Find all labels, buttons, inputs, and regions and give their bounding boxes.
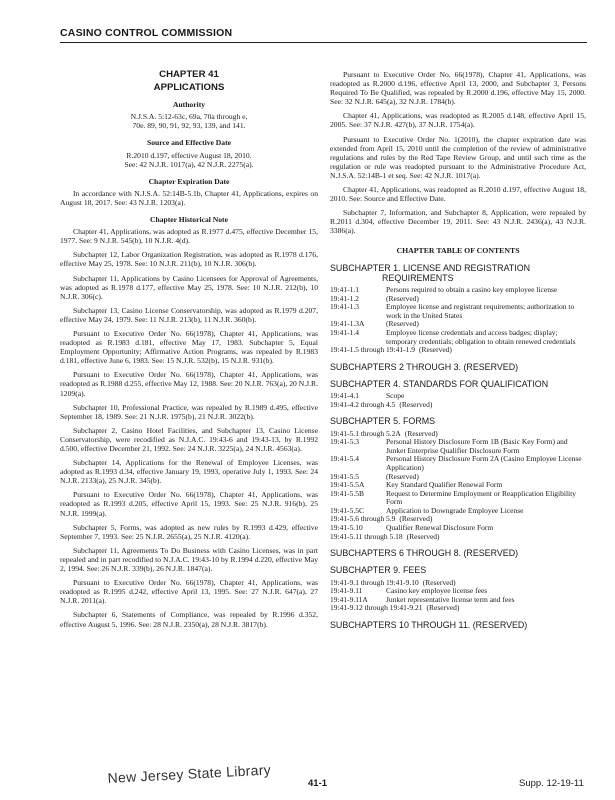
history-paragraph: Pursuant to Executive Order No. 1(2010), the chapter expiration date was extended from April 15, 2010 until the completion of the review of administrative regulations and rules by the Red Tape Review Group, and until such time as the regulation or rule was readopted pursuant to the Administrative Procedure Act, N.J.S.A. 52:14B-1 et seq. See: 42 N.J.R. 1017(a). xyxy=(330,134,586,180)
section-number: 19:41-5.10 xyxy=(330,523,363,533)
toc-entry xyxy=(330,329,586,346)
history-paragraph: Subchapter 11, Applications by Casino Licensees for Approval of Agreements, was adopted as R.1978 d.177, effective May 25, 1978. See: 10 N.J.R. 212(b), 10 N.J.R. 306(c). xyxy=(60,273,318,301)
section-range: 19:41-5.11 through 5.18 xyxy=(330,531,403,541)
history-heading: Chapter Historical Note xyxy=(150,215,228,225)
section-title: (Reserved) xyxy=(419,345,452,355)
section-number: 19:41-9.11 xyxy=(330,586,363,596)
section-title: (Reserved) xyxy=(406,531,440,541)
history-paragraph: Pursuant to Executive Order No. 66(1978), Chapter 41, Applications, was readopted as R.1995 d.242, effective April 13, 1995. See: 27 N.J.R. 647(a), 27 N.J.R. 2011(a). xyxy=(60,578,318,606)
subchapters-10-11-heading: SUBCHAPTERS 10 THROUGH 11. (RESERVED) xyxy=(330,620,528,631)
history-paragraph: Subchapter 5, Forms, was adopted as new rules by R.1993 d.429, effective September 7, 1993. See: 25 N.J.R. 2655(a), 25 N.J.R. 4120(a). xyxy=(60,522,318,541)
subchapter-heading xyxy=(330,263,586,283)
section-number: 19:41-4.1 xyxy=(330,391,359,401)
section-number: 19:41-9.11A xyxy=(330,594,368,604)
section-number: 19:41-1.4 xyxy=(330,327,359,337)
chapter-title: APPLICATIONS xyxy=(153,82,225,94)
section-title: Employee license and registrant requirements; authorization to work in the United States xyxy=(386,302,575,320)
history-paragraph: Subchapter 7, Information, and Subchapter 8, Application, were repealed by R.2011 d.304, effective December 19, 2011. See: 43 N.J.R. 2436(a), 43 N.J.R. 3386(a). xyxy=(330,208,586,236)
running-header: CASINO CONTROL COMMISSION xyxy=(60,27,233,39)
section-title: Application to Downgrade Employee License xyxy=(386,505,524,515)
history-paragraph: Pursuant to Executive Order No. 66(1978), Chapter 41, Applications, was readopted as R.1983 d.181, effective May 17, 1983. Subchapter 5, Equal Employment Opportunity; Affirmative Action Programs, was repealed by R.1983 d.181, effective June 6, 1983. See: 15 N.J.R. 532(b), 15 N.J.R. 931(b). xyxy=(60,328,318,366)
history-paragraph: Pursuant to Executive Order No. 66(1978), Chapter 41, Applications, was readopted as R.1988 d.255, effective May 12, 1988. See: 20 N.J.R. 763(a), 20 N.J.R. 1209(a). xyxy=(60,370,318,398)
history-paragraph: Pursuant to Executive Order No. 66(1978), Chapter 41, Applications, was readopted as R.1993 d.205, effective April 15, 1993. See: 25 N.J.R. 916(b), 25 N.J.R. 1999(a). xyxy=(60,490,318,518)
left-column xyxy=(60,70,318,634)
page-number: 41-1 xyxy=(308,778,328,789)
section-number: 19:41-1.3 xyxy=(330,302,359,312)
section-title: (Reserved) xyxy=(386,293,419,303)
section-title: (Reserved) xyxy=(386,471,419,481)
section-title: Junket representative license term and fees xyxy=(386,594,515,604)
history-paragraph: Pursuant to Executive Order No. 66(1978), Chapter 41, Applications, was readopted as R.2000 d.196, effective April 13, 2000, and Subchapter 3, Persons Required To Be Qualified, was repealed by R.2000 d.196, effective May 15, 2000. See: 32 N.J.R. 645(a), 32 N.J.R. 1784(b). xyxy=(330,70,586,107)
section-title: Employee license credentials and access badges; display; temporary credentials; obligation to obtain renewed credentials xyxy=(386,327,576,346)
section-title: Qualifier Renewal Disclosure Form xyxy=(386,523,494,533)
supplement-date: Supp. 12-19-11 xyxy=(519,778,584,789)
history-paragraph: Subchapter 10, Professional Practice, was repealed by R.1989 d.495, effective September 18, 1989. See: 21 N.J.R. 1975(b), 21 N.J.R. 3022(b). xyxy=(60,402,318,421)
section-title: Personal History Disclosure Form 2A (Casino Employee License Application) xyxy=(386,454,582,472)
section-title: Request to Determine Employment or Reapplication Eligibility Form xyxy=(386,488,576,507)
toc-entry xyxy=(330,303,586,320)
section-range: 19:41-9.12 through 19:41-9.21 xyxy=(330,603,423,613)
history-paragraph: Subchapter 2, Casino Hotel Facilities, and Subchapter 13, Casino License Conservatorship, were recodified as N.J.A.C. 19:43-6 and 19:43-13, by R.1992 d.500, effective December 21, 1992. See: 24 N.J.R. 3225(a), 24 N.J.R. 4563(a). xyxy=(60,425,318,453)
toc-entry xyxy=(330,533,586,542)
section-title: (Reserved) xyxy=(399,399,433,409)
history-paragraph: Chapter 41, Applications, was readopted as R.2010 d.197, effective August 18, 2010. See: Source and Effective Date. xyxy=(330,185,586,204)
source-line-1: R.2010 d.197, effective August 18, 2010. xyxy=(126,150,252,160)
toc-entry xyxy=(330,604,586,613)
section-range: 19:41-9.1 through 19:41-9.10 xyxy=(330,577,419,587)
section-number: 19:41-5.3 xyxy=(330,437,359,447)
section-title: Scope xyxy=(386,391,405,401)
history-paragraph: Chapter 41, Applications, was readopted as R.2005 d.148, effective April 15, 2005. See: 37 N.J.R. 427(b), 37 N.J.R. 1754(a). xyxy=(330,111,586,130)
history-paragraph: Subchapter 14, Applications for the Renewal of Employee Licenses, was adopted as R.1993 d.34, effective January 19, 1993, operative July 1, 1993. See: 24 N.J.R. 2133(a), 25 N.J.R. 345(b). xyxy=(60,458,318,486)
toc-entry xyxy=(330,346,586,355)
history-paragraph: Chapter 41, Applications, was adopted as R.1977 d.475, effective December 15, 1977. See: 9 N.J.R. 545(b), 10 N.J.R. 4(d). xyxy=(60,227,318,246)
toc-entry xyxy=(330,438,586,455)
subchapter-1-title: SUBCHAPTER 1. LICENSE AND REGISTRATION xyxy=(330,262,531,273)
section-range: 19:41-4.2 through 4.5 xyxy=(330,399,396,409)
subchapter-4-heading: SUBCHAPTER 4. STANDARDS FOR QUALIFICATION xyxy=(330,378,549,389)
section-number: 19:41-5.5C xyxy=(330,505,364,515)
authority-heading: Authority xyxy=(172,100,206,110)
toc-entry xyxy=(330,490,586,507)
section-title: (Reserved) xyxy=(422,577,456,587)
history-paragraph: Subchapter 12, Labor Organization Registration, was adopted as R.1978 d.176, effective May 25, 1978. See: 10 N.J.R. 211(b), 10 N.J.R. 306(b). xyxy=(60,250,318,269)
history-paragraph: Subchapter 6, Statements of Compliance, was repealed by R.1996 d.352, effective August 5, 1996. See: 28 N.J.R. 2350(a), 28 N.J.R. 3817(b). xyxy=(60,610,318,629)
toc-entry xyxy=(330,286,586,295)
section-title: Persons required to obtain a casino key employee license xyxy=(386,285,558,294)
section-number: 19:41-5.5B xyxy=(330,488,364,498)
section-number: 19:41-1.2 xyxy=(330,293,359,303)
subchapters-6-8-heading: SUBCHAPTERS 6 THROUGH 8. (RESERVED) xyxy=(330,548,519,559)
section-number: 19:41-1.3A xyxy=(330,319,365,329)
chapter-number: CHAPTER 41 xyxy=(159,69,219,80)
toc-title: CHAPTER TABLE OF CONTENTS xyxy=(396,245,520,255)
section-number: 19:41-5.5A xyxy=(330,480,365,490)
section-title: (Reserved) xyxy=(404,428,438,438)
authority-line-2: 70e. 89, 90, 91, 92, 93, 139, and 141. xyxy=(132,121,246,131)
toc-entry xyxy=(330,401,586,410)
header-rule xyxy=(60,42,587,43)
section-number: 19:41-5.5 xyxy=(330,471,359,481)
section-number: 19:41-5.4 xyxy=(330,454,359,464)
subchapters-2-3-heading: SUBCHAPTERS 2 THROUGH 3. (RESERVED) xyxy=(330,361,519,372)
history-paragraph: Subchapter 13, Casino License Conservatorship, was adopted as R.1979 d.207, effective May 24, 1979. See: 11 N.J.R. 213(b), 11 N.J.R. 360(b). xyxy=(60,305,318,324)
section-range: 19:41-1.5 through 19:41-1.9 xyxy=(330,345,415,355)
toc-entry xyxy=(330,455,586,472)
subchapter-5-heading: SUBCHAPTER 5. FORMS xyxy=(330,416,436,427)
section-title: Key Standard Qualifier Renewal Form xyxy=(386,480,503,490)
section-number: 19:41-1.1 xyxy=(330,285,359,294)
library-stamp: New Jersey State Library xyxy=(107,761,272,786)
source-heading: Source and Effective Date xyxy=(146,138,231,148)
subchapter-1-title-cont: REQUIREMENTS xyxy=(382,272,454,283)
section-range: 19:41-5.1 through 5.2A xyxy=(330,428,401,438)
expiration-text: In accordance with N.J.S.A. 52:14B-5.1b, Chapter 41, Applications, expires on August 18, 2017. See: 43 N.J.R. 1203(a). xyxy=(60,188,318,207)
section-title: Casino key employee license fees xyxy=(386,586,488,596)
source-line-2: See: 42 N.J.R. 1017(a), 42 N.J.R. 2275(a). xyxy=(124,159,254,169)
history-paragraph: Subchapter 11, Agreements To Do Business with Casino Licenses, was in part repealed and in part recodified to N.J.A.C. 19:43-10 by R.1994 d.220, effective May 2, 1994. See: 26 N.J.R. 339(b), 26 N.J.R. 1847(a). xyxy=(60,545,318,574)
subchapter-9-heading: SUBCHAPTER 9. FEES xyxy=(330,565,427,576)
section-title: (Reserved) xyxy=(386,319,419,329)
section-title: (Reserved) xyxy=(399,514,433,524)
section-range: 19:41-5.6 through 5.9 xyxy=(330,514,396,524)
section-title: (Reserved) xyxy=(426,603,460,613)
expiration-heading: Chapter Expiration Date xyxy=(148,176,230,186)
authority-line-1: N.J.S.A. 5:12-63c, 69a, 70a through e, xyxy=(130,112,248,122)
right-column xyxy=(330,70,586,633)
section-title: Personal History Disclosure Form 1B (Basic Key Form) and Junket Enterprise Qualifier Disclosure Form xyxy=(386,437,568,455)
